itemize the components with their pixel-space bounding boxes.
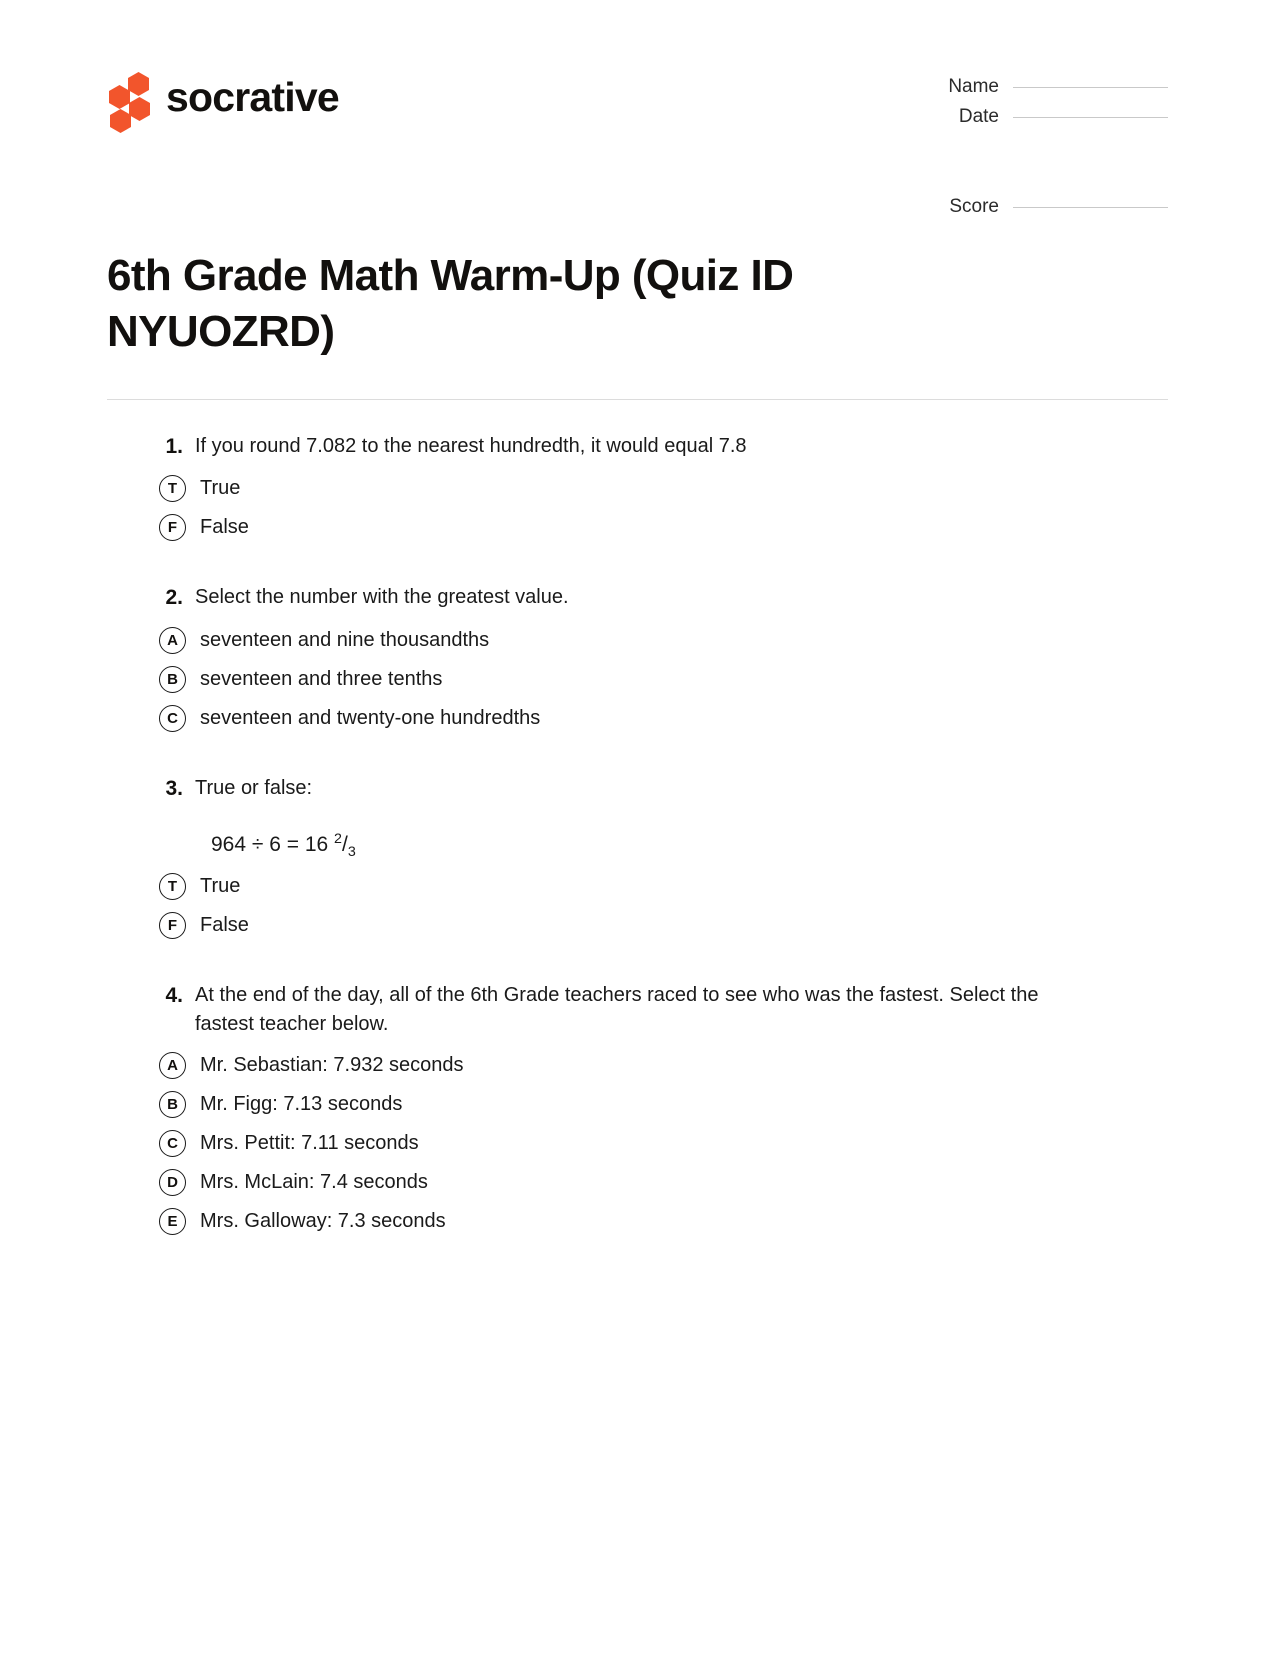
option-row[interactable] xyxy=(159,514,1168,541)
option-label: seventeen and nine thousandths xyxy=(200,629,490,652)
option-row[interactable] xyxy=(159,1130,1168,1157)
question-header xyxy=(159,981,1168,1038)
hexagon-middle-right-icon xyxy=(129,97,150,121)
options-list xyxy=(159,627,1168,732)
name-label: Name xyxy=(948,76,999,97)
score-field-row xyxy=(928,196,1168,218)
option-label: True xyxy=(200,875,241,898)
options-list xyxy=(159,1052,1168,1235)
question-text: At the end of the day, all of the 6th Grade teachers raced to see who was the fastest. Select the fastest teacher below. xyxy=(195,984,1039,1035)
question-text: True or false: xyxy=(195,777,313,800)
options-list xyxy=(159,475,1168,541)
hexagon-logo-icon xyxy=(107,72,149,122)
score-label: Score xyxy=(949,196,999,217)
math-expression xyxy=(211,830,1168,859)
option-bubble[interactable]: C xyxy=(159,1130,186,1157)
student-info-fields xyxy=(928,60,1168,226)
option-row[interactable] xyxy=(159,1091,1168,1118)
option-label: Mrs. McLain: 7.4 seconds xyxy=(200,1171,428,1194)
questions-list xyxy=(107,432,1168,1236)
option-label: Mrs. Galloway: 7.3 seconds xyxy=(200,1210,446,1233)
name-input-line[interactable] xyxy=(1013,87,1168,88)
page-title: 6th Grade Math Warm-Up (Quiz ID NYUOZRD) xyxy=(107,251,794,357)
name-field-row xyxy=(928,76,1168,98)
option-row[interactable] xyxy=(159,705,1168,732)
option-bubble[interactable]: B xyxy=(159,666,186,693)
fraction-denominator: 3 xyxy=(347,844,356,861)
option-row[interactable] xyxy=(159,1208,1168,1235)
option-bubble[interactable]: F xyxy=(159,912,186,939)
option-row[interactable] xyxy=(159,1169,1168,1196)
hexagon-bottom-left-icon xyxy=(110,109,131,133)
question-text: If you round 7.082 to the nearest hundredth, it would equal 7.8 xyxy=(195,434,747,457)
question-number: 3. xyxy=(165,777,183,801)
option-bubble[interactable]: B xyxy=(159,1091,186,1118)
option-bubble[interactable]: F xyxy=(159,514,186,541)
option-row[interactable] xyxy=(159,666,1168,693)
page-header xyxy=(107,60,1168,226)
question-text: Select the number with the greatest value. xyxy=(195,586,569,609)
date-label: Date xyxy=(958,106,999,127)
question-item xyxy=(159,432,1168,542)
option-label: Mrs. Pettit: 7.11 seconds xyxy=(200,1132,419,1155)
hexagon-top-right-icon xyxy=(128,72,149,96)
expression-lead: 964 ÷ 6 = 16 xyxy=(211,833,335,857)
option-row[interactable] xyxy=(159,873,1168,900)
option-label: seventeen and three tenths xyxy=(200,668,443,691)
question-number: 2. xyxy=(165,586,183,610)
header-divider xyxy=(107,399,1168,400)
option-row[interactable] xyxy=(159,912,1168,939)
hexagon-middle-left-icon xyxy=(109,85,130,109)
option-bubble[interactable]: E xyxy=(159,1208,186,1235)
option-bubble[interactable]: T xyxy=(159,873,186,900)
options-list xyxy=(159,873,1168,939)
option-row[interactable] xyxy=(159,627,1168,654)
brand-wordmark: socrative xyxy=(166,73,339,120)
question-number: 4. xyxy=(165,984,183,1008)
question-header xyxy=(159,774,1168,804)
option-bubble[interactable]: A xyxy=(159,1052,186,1079)
fraction-slash: / xyxy=(341,833,348,857)
title-block xyxy=(107,248,837,361)
option-label: Mr. Figg: 7.13 seconds xyxy=(200,1093,403,1116)
question-item xyxy=(159,583,1168,732)
score-input-line[interactable] xyxy=(1013,207,1168,208)
option-bubble[interactable]: T xyxy=(159,475,186,502)
option-label: False xyxy=(200,914,249,937)
date-input-line[interactable] xyxy=(1013,117,1168,118)
socrative-logo xyxy=(107,60,339,122)
date-field-row xyxy=(928,106,1168,128)
question-item xyxy=(159,774,1168,939)
option-label: False xyxy=(200,516,249,539)
option-bubble[interactable]: C xyxy=(159,705,186,732)
option-row[interactable] xyxy=(159,475,1168,502)
option-bubble[interactable]: D xyxy=(159,1169,186,1196)
option-row[interactable] xyxy=(159,1052,1168,1079)
option-label: Mr. Sebastian: 7.932 seconds xyxy=(200,1054,464,1077)
question-item xyxy=(159,981,1168,1235)
option-label: True xyxy=(200,477,241,500)
option-label: seventeen and twenty-one hundredths xyxy=(200,707,541,730)
question-header xyxy=(159,432,1168,462)
question-number: 1. xyxy=(165,434,183,458)
option-bubble[interactable]: A xyxy=(159,627,186,654)
fraction-numerator: 2 xyxy=(334,831,342,848)
question-header xyxy=(159,583,1168,613)
